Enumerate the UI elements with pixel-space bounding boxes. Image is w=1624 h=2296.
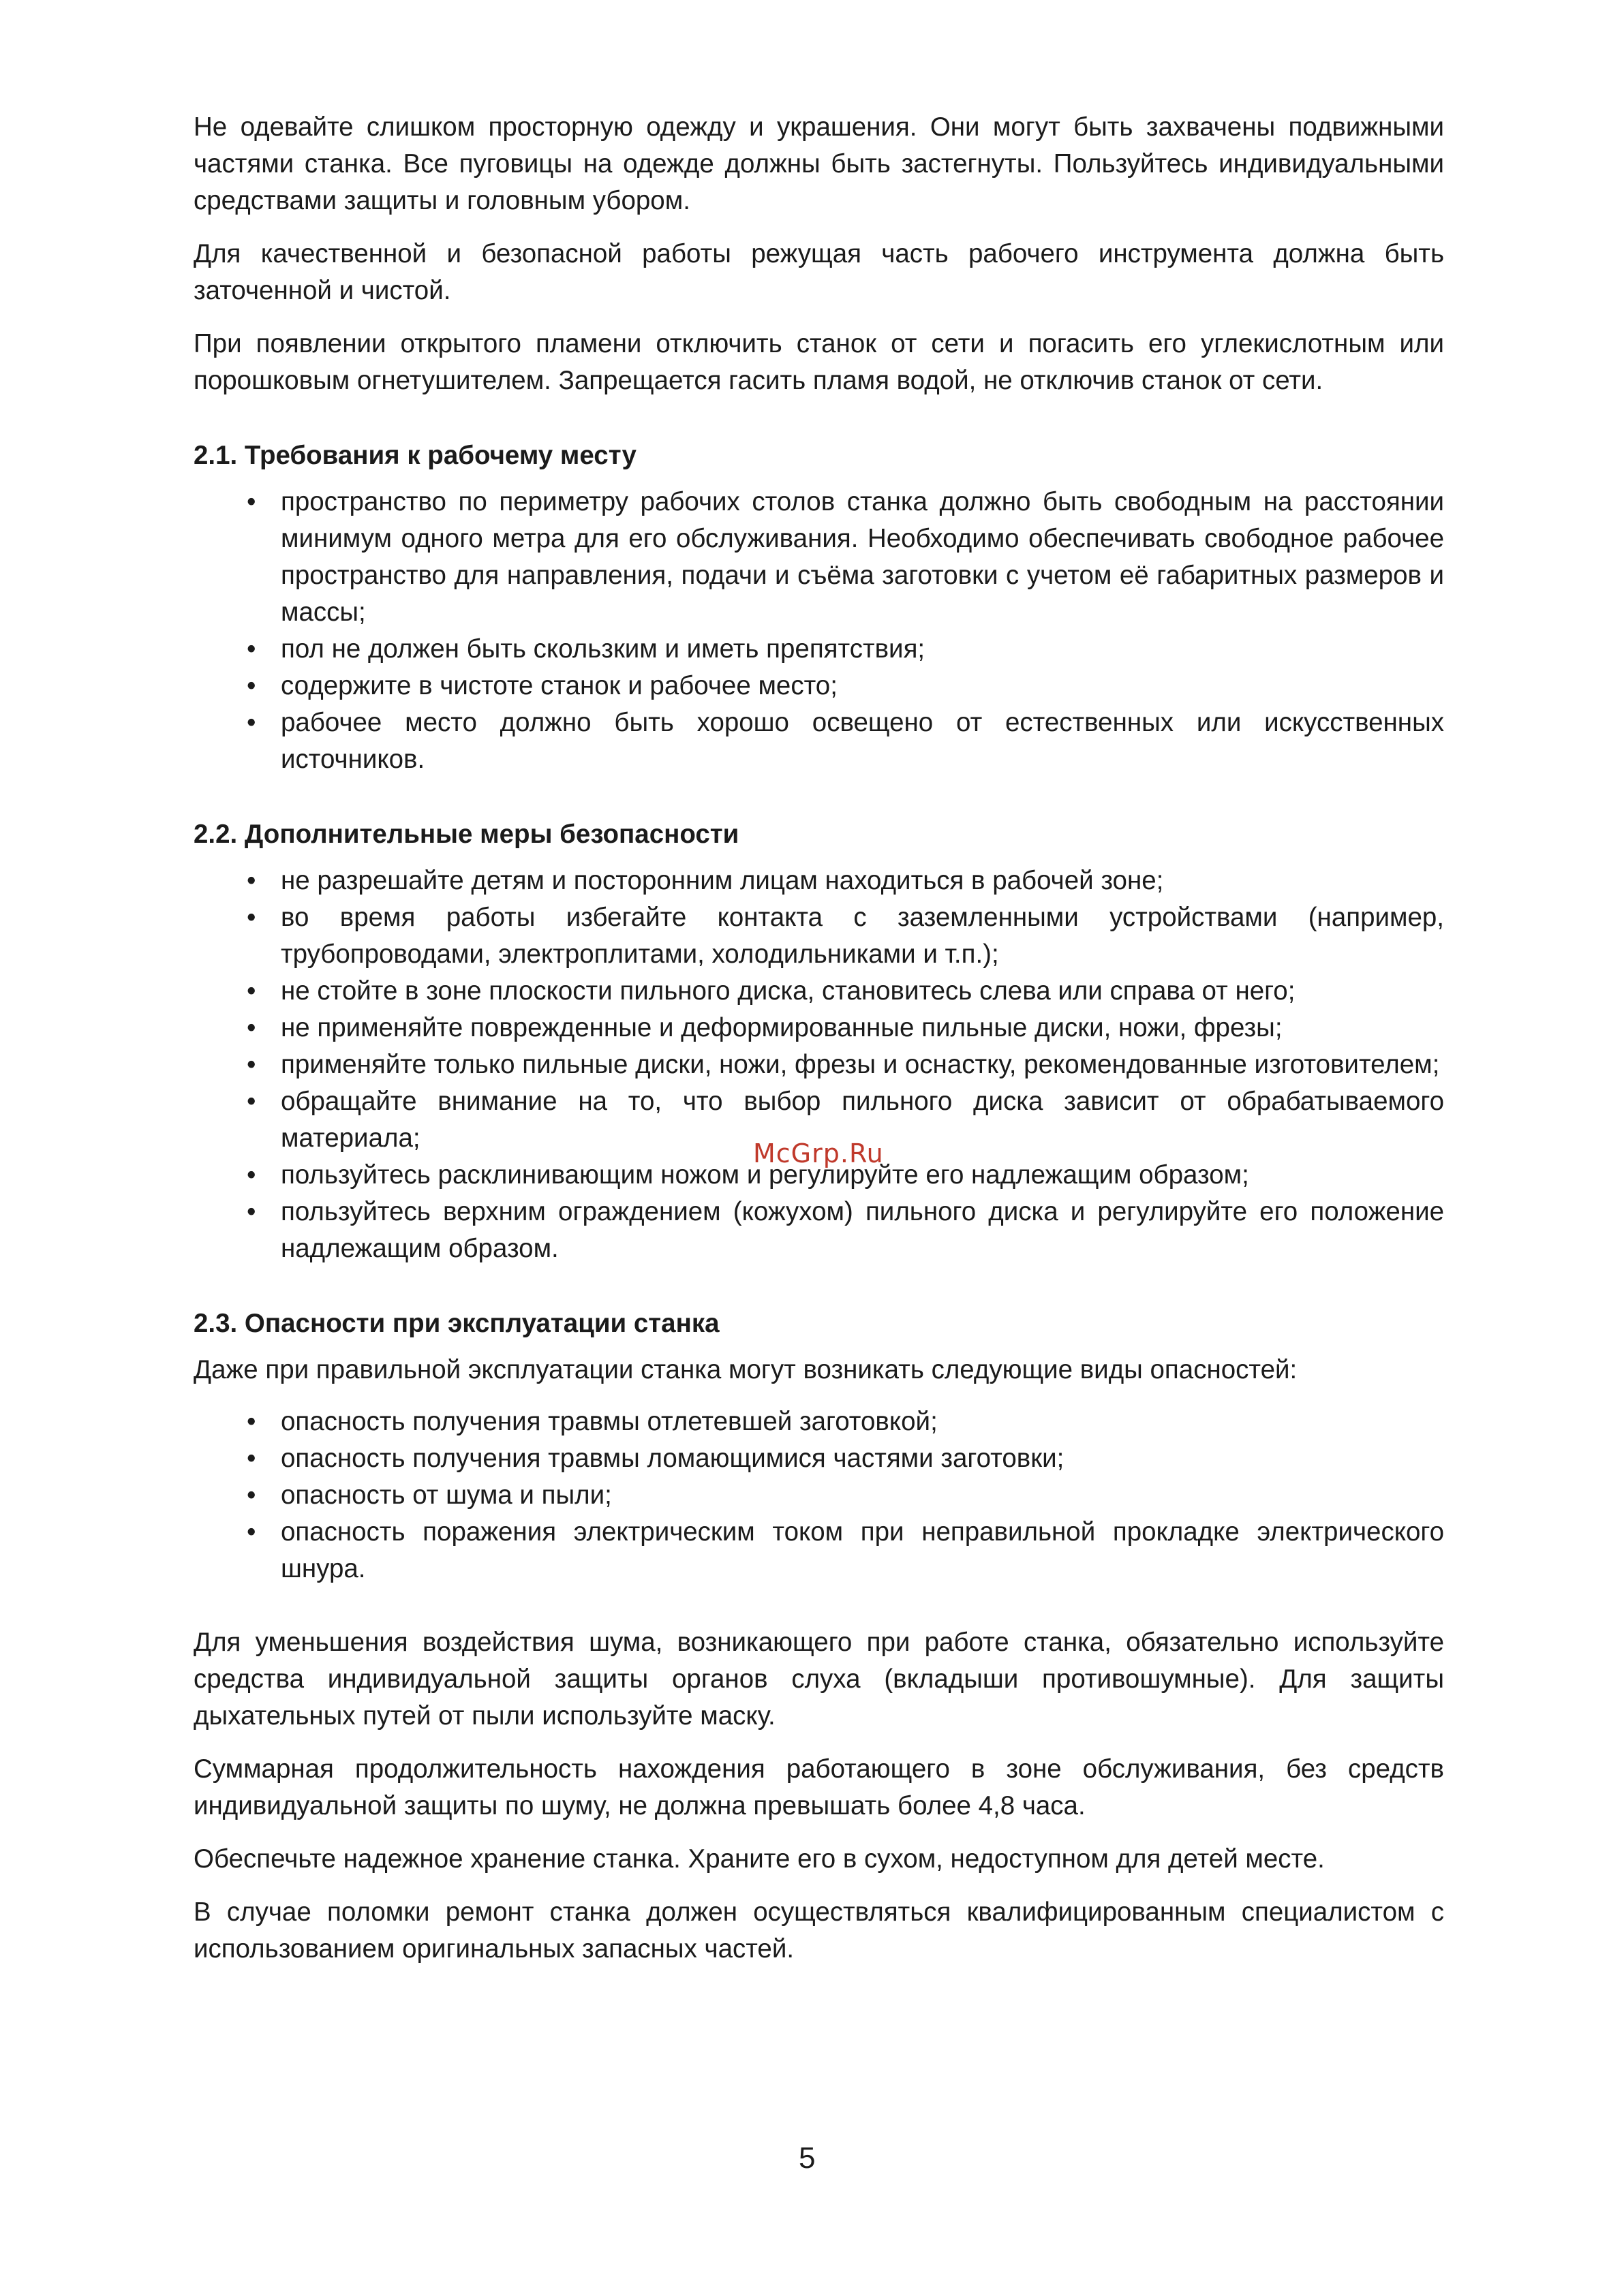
section-heading-workplace: 2.1. Требования к рабочему месту	[194, 441, 637, 470]
paragraph: В случае поломки ремонт станка должен осуществляться квалифицированным специалистом с использованием оригинальных запасных частей.	[194, 1897, 1444, 1964]
bullet-icon: •	[247, 1197, 256, 1226]
list-item-text: пользуйтесь верхним ограждением (кожухом) пильного диска и регулируйте его положение надлежащим образом.	[281, 1197, 1444, 1263]
bullet-icon: •	[247, 1444, 256, 1473]
list-item	[194, 1010, 1444, 1046]
list-item-text: применяйте только пильные диски, ножи, фрезы и оснастку, рекомендованные изготовителем;	[281, 1050, 1440, 1079]
list-item-text: опасность получения травмы ломающимися частями заготовки;	[281, 1444, 1064, 1473]
list-item-text: пол не должен быть скользким и иметь препятствия;	[281, 634, 925, 664]
list-item	[194, 899, 1444, 973]
list-item	[194, 1194, 1444, 1267]
bullet-icon: •	[247, 1050, 256, 1079]
watermark: McGrp.Ru	[753, 1138, 884, 1168]
list-item	[194, 704, 1444, 778]
bullet-icon: •	[247, 1517, 256, 1547]
list-item	[194, 668, 1444, 704]
list-item-text: опасность получения травмы отлетевшей заготовкой;	[281, 1407, 938, 1436]
list-item	[194, 1440, 1444, 1477]
section-intro: Даже при правильной эксплуатации станка могут возникать следующие виды опасностей:	[194, 1355, 1298, 1384]
bullet-icon: •	[247, 903, 256, 932]
list-item	[194, 1403, 1444, 1440]
list-item	[194, 484, 1444, 631]
bullet-icon: •	[247, 1160, 256, 1190]
list-item	[194, 863, 1444, 899]
list-item-text: обращайте внимание на то, что выбор пильного диска зависит от обрабатываемого материала;	[281, 1087, 1444, 1153]
bullet-icon: •	[247, 487, 256, 516]
hazards-list	[194, 1403, 1444, 1587]
paragraph: Для качественной и безопасной работы режущая часть рабочего инструмента должна быть заточенной и чистой.	[194, 239, 1444, 305]
bullet-icon: •	[247, 708, 256, 737]
bullet-icon: •	[247, 1013, 256, 1042]
section-heading-hazards: 2.3. Опасности при эксплуатации станка	[194, 1309, 720, 1338]
bullet-icon: •	[247, 1407, 256, 1436]
bullet-icon: •	[247, 634, 256, 664]
bullet-icon: •	[247, 671, 256, 700]
bullet-icon: •	[247, 1087, 256, 1116]
list-item	[194, 973, 1444, 1010]
workplace-requirements-list	[194, 484, 1444, 778]
list-item	[194, 1477, 1444, 1514]
bullet-icon: •	[247, 866, 256, 895]
list-item-text: не стойте в зоне плоскости пильного диска, становитесь слева или справа от него;	[281, 976, 1296, 1006]
list-item-text: рабочее место должно быть хорошо освещено от естественных или искусственных источников.	[281, 708, 1444, 774]
paragraph: Не одевайте слишком просторную одежду и украшения. Они могут быть захвачены подвижными частями станка. Все пуговицы на одежде должны быть застегнуты. Пользуйтесь индивидуальными средствами защиты и головным убором.	[194, 112, 1444, 215]
list-item-text: не разрешайте детям и посторонним лицам находиться в рабочей зоне;	[281, 866, 1164, 895]
page-content	[194, 109, 1444, 1984]
paragraph: При появлении открытого пламени отключить станок от сети и погасить его углекислотным или порошковым огнетушителем. Запрещается гасить пламя водой, не отключив станок от сети.	[194, 329, 1444, 395]
bullet-icon: •	[247, 1480, 256, 1510]
list-item-text: во время работы избегайте контакта с заземленными устройствами (например, трубопроводами, электроплитами, холодильниками и т.п.);	[281, 903, 1444, 969]
list-item-text: опасность поражения электрическим током при неправильной прокладке электрического шнура.	[281, 1517, 1444, 1583]
section-heading-safety: 2.2. Дополнительные меры безопасности	[194, 820, 739, 849]
list-item	[194, 631, 1444, 668]
paragraph: Обеспечьте надежное хранение станка. Храните его в сухом, недоступном для детей месте.	[194, 1844, 1325, 1874]
list-item-text: пространство по периметру рабочих столов станка должно быть свободным на расстоянии минимум одного метра для его обслуживания. Необходимо обеспечивать свободное рабочее пространство для направления, подачи и съёма заготовки с учетом её габаритных размеров и массы;	[281, 487, 1444, 627]
list-item-text: содержите в чистоте станок и рабочее место;	[281, 671, 838, 700]
paragraph: Для уменьшения воздействия шума, возникающего при работе станка, обязательно используйте средства индивидуальной защиты органов слуха (вкладыши противошумные). Для защиты дыхательных путей от пыли используйте маску.	[194, 1628, 1444, 1731]
list-item-text: опасность от шума и пыли;	[281, 1480, 612, 1510]
list-item	[194, 1514, 1444, 1587]
bullet-icon: •	[247, 976, 256, 1006]
list-item-text: не применяйте поврежденные и деформированные пильные диски, ножи, фрезы;	[281, 1013, 1283, 1042]
page-number: 5	[799, 2141, 816, 2175]
paragraph: Суммарная продолжительность нахождения работающего в зоне обслуживания, без средств индивидуальной защиты по шуму, не должна превышать более 4,8 часа.	[194, 1754, 1444, 1820]
list-item	[194, 1046, 1444, 1083]
list-item-text: пользуйтесь расклинивающим ножом и регулируйте его надлежащим образом;	[281, 1160, 1249, 1190]
safety-measures-list	[194, 863, 1444, 1267]
